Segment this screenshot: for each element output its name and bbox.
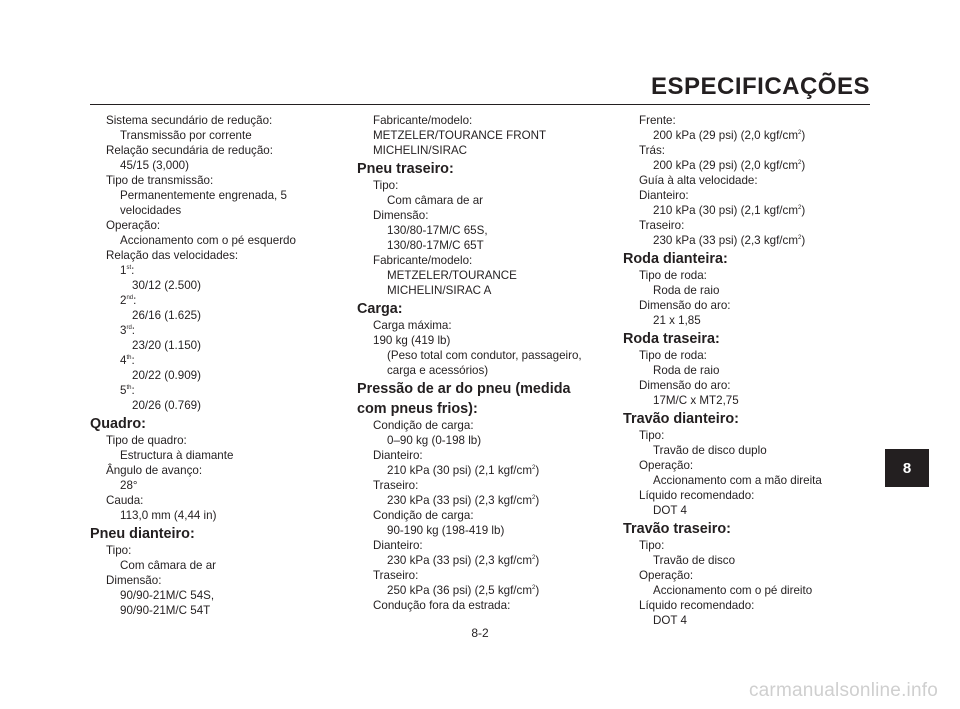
spec-line — [357, 463, 607, 478]
spec-text: Tipo: — [639, 539, 665, 552]
spec-suffix: ) — [535, 554, 540, 567]
spec-line — [357, 568, 607, 583]
spec-column-2 — [357, 113, 607, 613]
spec-line — [90, 478, 340, 493]
section-heading — [357, 300, 607, 318]
spec-line — [623, 583, 873, 598]
spec-line — [623, 128, 873, 143]
spec-text: 210 kPa (30 psi) (2,1 kgf/cm — [387, 464, 532, 477]
spec-suffix: : — [131, 324, 136, 337]
spec-line — [357, 363, 607, 378]
spec-text: 45/15 (3,000) — [120, 159, 189, 172]
spec-text: Roda de raio — [653, 284, 720, 297]
spec-text: Com câmara de ar — [387, 194, 484, 207]
spec-text: Accionamento com a mão direita — [653, 474, 822, 487]
spec-line — [623, 443, 873, 458]
spec-text: 20/26 (0.769) — [132, 399, 201, 412]
spec-suffix: : — [131, 264, 135, 277]
superscript: 2 — [797, 235, 802, 241]
spec-line — [357, 193, 607, 208]
spec-text: 250 kPa (36 psi) (2,5 kgf/cm — [387, 584, 532, 597]
spec-text: 190 kg (419 lb) — [373, 334, 451, 347]
spec-line — [357, 553, 607, 568]
spec-column-1 — [90, 113, 340, 618]
spec-line — [357, 128, 607, 143]
spec-line — [357, 523, 607, 538]
spec-line — [623, 113, 873, 128]
section-heading — [623, 520, 873, 538]
spec-line — [357, 333, 607, 348]
spec-text: DOT 4 — [653, 614, 687, 627]
spec-text: Dianteiro: — [373, 449, 423, 462]
spec-text: 28° — [120, 479, 138, 492]
spec-line — [90, 368, 340, 383]
spec-line — [623, 283, 873, 298]
spec-text: Roda dianteira: — [623, 251, 728, 267]
spec-line — [357, 268, 607, 283]
spec-text: Estructura à diamante — [120, 449, 234, 462]
spec-text: Cauda: — [106, 494, 144, 507]
spec-line — [357, 433, 607, 448]
spec-line — [90, 603, 340, 618]
spec-text: Permanentemente engrenada, 5 — [120, 189, 287, 202]
spec-line — [90, 248, 340, 263]
spec-line — [623, 503, 873, 518]
spec-text: Pressão de ar do pneu (medida — [357, 381, 571, 397]
spec-text: Frente: — [639, 114, 676, 127]
spec-text: Travão traseiro: — [623, 521, 731, 537]
spec-text: 130/80-17M/C 65S, — [387, 224, 488, 237]
superscript: nd — [126, 295, 134, 301]
spec-line — [623, 568, 873, 583]
spec-text: Tipo de transmissão: — [106, 174, 214, 187]
spec-line — [357, 238, 607, 253]
spec-text: Trás: — [639, 144, 665, 157]
spec-column-3 — [623, 113, 873, 628]
spec-line — [90, 233, 340, 248]
spec-line — [90, 543, 340, 558]
spec-line — [90, 463, 340, 478]
spec-line — [90, 188, 340, 203]
spec-line — [623, 218, 873, 233]
spec-line — [90, 508, 340, 523]
spec-text: Quadro: — [90, 416, 146, 432]
spec-text: Operação: — [639, 569, 694, 582]
spec-line — [90, 338, 340, 353]
spec-line — [623, 428, 873, 443]
superscript: 2 — [531, 555, 536, 561]
spec-line — [357, 508, 607, 523]
spec-line — [90, 588, 340, 603]
spec-line — [357, 598, 607, 613]
spec-line — [90, 573, 340, 588]
spec-suffix: : — [131, 384, 135, 397]
superscript: st — [126, 265, 132, 271]
spec-line — [357, 448, 607, 463]
spec-line — [623, 363, 873, 378]
chapter-tab: 8 — [885, 449, 929, 487]
section-heading — [357, 380, 607, 398]
spec-text: 90-190 kg (198-419 lb) — [387, 524, 505, 537]
spec-text: Sistema secundário de redução: — [106, 114, 273, 127]
spec-line — [623, 598, 873, 613]
spec-text: Travão de disco — [653, 554, 736, 567]
spec-text: velocidades — [120, 204, 182, 217]
spec-line — [623, 268, 873, 283]
spec-text: Pneu traseiro: — [357, 161, 454, 177]
spec-line — [357, 178, 607, 193]
spec-suffix: ) — [801, 204, 806, 217]
spec-line — [90, 433, 340, 448]
spec-line — [357, 113, 607, 128]
spec-line — [357, 348, 607, 363]
spec-text: 20/22 (0.909) — [132, 369, 201, 382]
section-heading — [357, 400, 607, 418]
spec-text: 23/20 (1.150) — [132, 339, 201, 352]
spec-line — [623, 188, 873, 203]
spec-text: Tipo: — [106, 544, 132, 557]
spec-line — [90, 278, 340, 293]
spec-text: DOT 4 — [653, 504, 687, 517]
spec-line — [357, 418, 607, 433]
spec-text: Dianteiro: — [373, 539, 423, 552]
spec-text: Traseiro: — [373, 569, 419, 582]
spec-line — [357, 493, 607, 508]
spec-text: MICHELIN/SIRAC A — [387, 284, 492, 297]
spec-text: Fabricante/modelo: — [373, 254, 473, 267]
spec-text: Guía à alta velocidade: — [639, 174, 758, 187]
superscript: th — [126, 355, 132, 361]
spec-text: Dimensão do aro: — [639, 379, 731, 392]
spec-line — [623, 348, 873, 363]
spec-text: 230 kPa (33 psi) (2,3 kgf/cm — [387, 554, 532, 567]
superscript: 2 — [797, 130, 802, 136]
spec-text: 3 — [120, 324, 127, 337]
superscript: 2 — [531, 495, 536, 501]
spec-text: 21 x 1,85 — [653, 314, 701, 327]
spec-text: Fabricante/modelo: — [373, 114, 473, 127]
spec-text: Condução fora da estrada: — [373, 599, 511, 612]
spec-line — [623, 488, 873, 503]
section-heading — [90, 415, 340, 433]
spec-text: 26/16 (1.625) — [132, 309, 201, 322]
spec-text: 230 kPa (33 psi) (2,3 kgf/cm — [653, 234, 798, 247]
spec-line — [357, 283, 607, 298]
spec-line — [90, 128, 340, 143]
spec-line — [623, 473, 873, 488]
spec-text: Roda traseira: — [623, 331, 720, 347]
superscript: th — [126, 385, 132, 391]
section-heading — [90, 525, 340, 543]
spec-line — [90, 323, 340, 338]
spec-text: Tipo: — [373, 179, 399, 192]
spec-line — [90, 383, 340, 398]
spec-text: Condição de carga: — [373, 509, 474, 522]
spec-text: 210 kPa (30 psi) (2,1 kgf/cm — [653, 204, 798, 217]
spec-text: Líquido recomendado: — [639, 599, 755, 612]
spec-suffix: : — [131, 354, 135, 367]
spec-text: 0–90 kg (0-198 lb) — [387, 434, 482, 447]
spec-line — [90, 308, 340, 323]
spec-line — [90, 448, 340, 463]
spec-line — [623, 553, 873, 568]
spec-text: Accionamento com o pé direito — [653, 584, 813, 597]
spec-text: 1 — [120, 264, 127, 277]
spec-text: Condição de carga: — [373, 419, 474, 432]
spec-line — [90, 263, 340, 278]
spec-text: Tipo de roda: — [639, 269, 707, 282]
page-number: 8-2 — [471, 626, 489, 640]
spec-text: (Peso total com condutor, passageiro, — [387, 349, 582, 362]
spec-text: 2 — [120, 294, 127, 307]
spec-line — [623, 298, 873, 313]
spec-suffix: ) — [801, 234, 806, 247]
spec-line — [623, 143, 873, 158]
spec-text: Tipo de roda: — [639, 349, 707, 362]
spec-text: Traseiro: — [373, 479, 419, 492]
spec-text: Carga máxima: — [373, 319, 452, 332]
spec-line — [90, 558, 340, 573]
spec-text: Dianteiro: — [639, 189, 689, 202]
page-title: ESPECIFICAÇÕES — [650, 73, 870, 100]
spec-text: 113,0 mm (4,44 in) — [120, 509, 217, 522]
spec-line — [623, 158, 873, 173]
spec-line — [357, 478, 607, 493]
spec-line — [623, 173, 873, 188]
spec-suffix: ) — [801, 159, 806, 172]
spec-line — [357, 208, 607, 223]
spec-text: Relação secundária de redução: — [106, 144, 273, 157]
spec-text: 4 — [120, 354, 127, 367]
spec-text: 17M/C x MT2,75 — [653, 394, 739, 407]
spec-text: Tipo de quadro: — [106, 434, 187, 447]
spec-line — [357, 253, 607, 268]
spec-text: 230 kPa (33 psi) (2,3 kgf/cm — [387, 494, 532, 507]
spec-line — [357, 318, 607, 333]
spec-text: 90/90-21M/C 54S, — [120, 589, 215, 602]
spec-text: 30/12 (2.500) — [132, 279, 201, 292]
spec-line — [90, 173, 340, 188]
spec-text: Ângulo de avanço: — [106, 464, 203, 477]
spec-line — [357, 223, 607, 238]
spec-text: Dimensão do aro: — [639, 299, 731, 312]
spec-line — [623, 233, 873, 248]
spec-text: MICHELIN/SIRAC — [373, 144, 468, 157]
spec-line — [357, 583, 607, 598]
spec-text: METZELER/TOURANCE FRONT — [373, 129, 547, 142]
spec-text: Relação das velocidades: — [106, 249, 239, 262]
spec-line — [623, 393, 873, 408]
watermark: carmanualsonline.info — [748, 680, 938, 701]
superscript: 2 — [531, 585, 536, 591]
spec-line — [623, 378, 873, 393]
spec-line — [90, 293, 340, 308]
spec-line — [357, 143, 607, 158]
spec-line — [90, 493, 340, 508]
spec-line — [623, 313, 873, 328]
spec-suffix: ) — [801, 129, 806, 142]
spec-text: Operação: — [639, 459, 694, 472]
section-heading — [623, 330, 873, 348]
spec-text: Com câmara de ar — [120, 559, 217, 572]
spec-text: 130/80-17M/C 65T — [387, 239, 484, 252]
spec-text: 200 kPa (29 psi) (2,0 kgf/cm — [653, 159, 798, 172]
superscript: 2 — [531, 465, 536, 471]
spec-text: Líquido recomendado: — [639, 489, 755, 502]
spec-text: Tipo: — [639, 429, 665, 442]
spec-text: Operação: — [106, 219, 161, 232]
spec-text: Dimensão: — [373, 209, 429, 222]
superscript: 2 — [797, 160, 802, 166]
spec-text: Travão dianteiro: — [623, 411, 739, 427]
spec-suffix: ) — [535, 464, 540, 477]
spec-suffix: : — [133, 294, 137, 307]
spec-line — [90, 218, 340, 233]
spec-line — [357, 538, 607, 553]
spec-line — [90, 158, 340, 173]
section-heading — [623, 410, 873, 428]
superscript: 2 — [797, 205, 802, 211]
spec-suffix: ) — [535, 584, 540, 597]
section-heading — [623, 250, 873, 268]
spec-line — [623, 203, 873, 218]
spec-line — [90, 353, 340, 368]
spec-text: Transmissão por corrente — [120, 129, 252, 142]
section-heading — [357, 160, 607, 178]
spec-text: Carga: — [357, 301, 403, 317]
spec-line — [90, 113, 340, 128]
page-header — [90, 74, 870, 105]
spec-line — [623, 458, 873, 473]
spec-text: Pneu dianteiro: — [90, 526, 195, 542]
spec-text: com pneus frios): — [357, 401, 478, 417]
spec-text: carga e acessórios) — [387, 364, 489, 377]
spec-text: Roda de raio — [653, 364, 720, 377]
spec-text: Traseiro: — [639, 219, 685, 232]
spec-line — [90, 398, 340, 413]
spec-text: 90/90-21M/C 54T — [120, 604, 211, 617]
spec-line — [623, 538, 873, 553]
spec-text: 5 — [120, 384, 127, 397]
spec-line — [90, 203, 340, 218]
spec-text: Dimensão: — [106, 574, 162, 587]
spec-line — [90, 143, 340, 158]
spec-suffix: ) — [535, 494, 540, 507]
spec-text: METZELER/TOURANCE — [387, 269, 517, 282]
spec-text: 200 kPa (29 psi) (2,0 kgf/cm — [653, 129, 798, 142]
superscript: rd — [126, 325, 132, 331]
spec-text: Accionamento com o pé esquerdo — [120, 234, 296, 247]
spec-text: Travão de disco duplo — [653, 444, 767, 457]
